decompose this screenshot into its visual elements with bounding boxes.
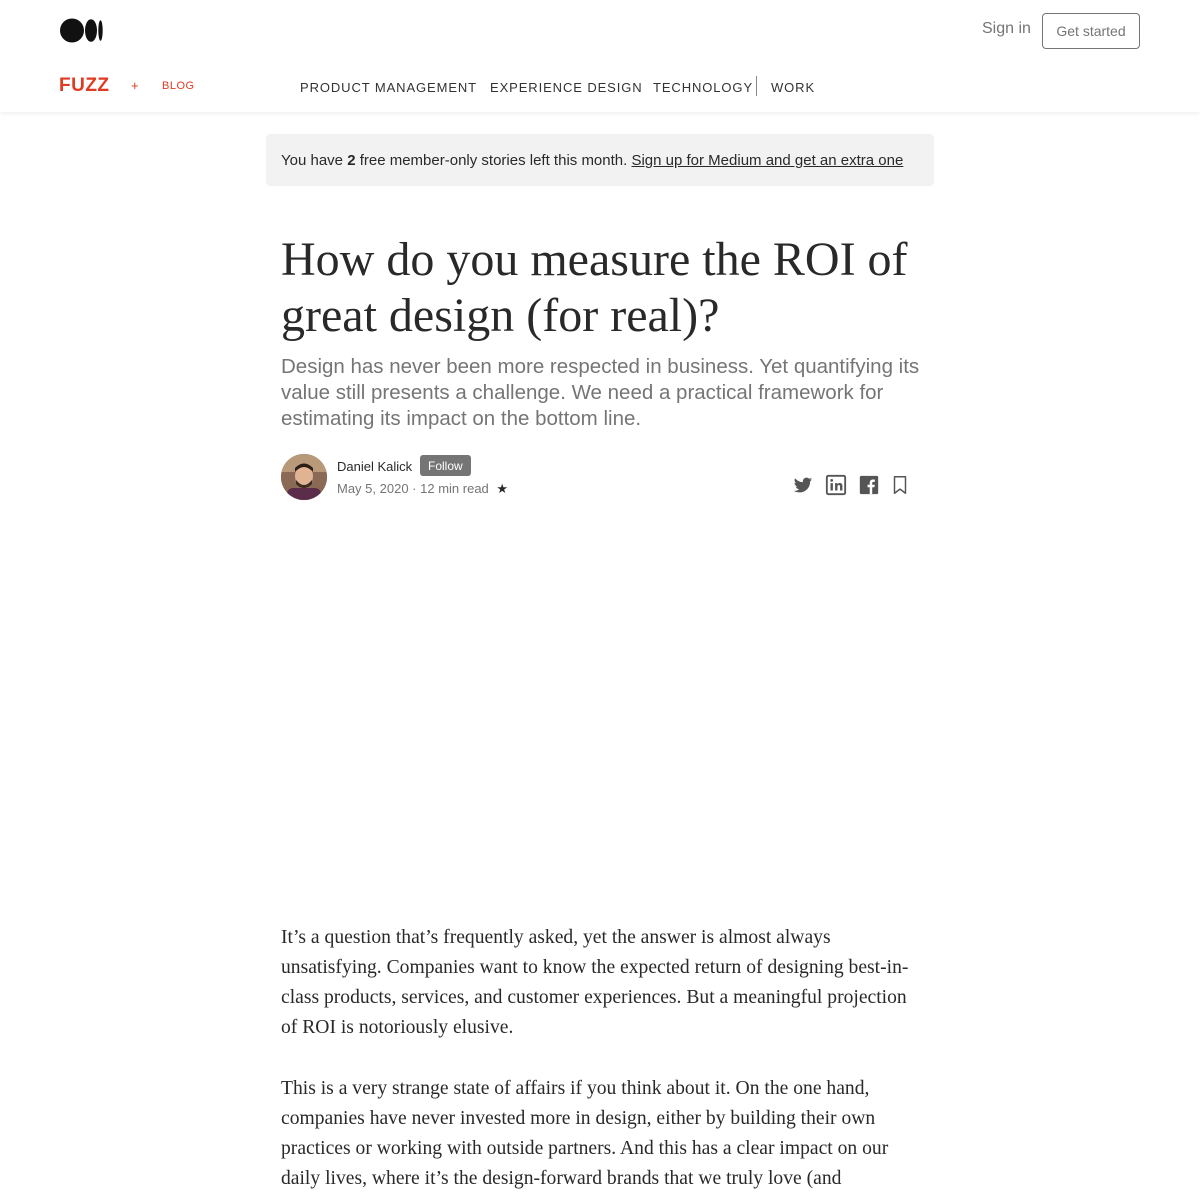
medium-logo-icon[interactable]	[60, 18, 104, 43]
banner-prefix: You have	[281, 152, 348, 169]
nav-divider	[756, 76, 757, 96]
publish-date: May 5, 2020	[337, 481, 409, 496]
blog-link[interactable]: BLOG	[162, 80, 195, 92]
article-paragraph-2: This is a very strange state of affairs if you think about it. On the one hand, companies have never invested more in design, either by building their own practices or working with outside partners. And this has a clear impact on our daily lives, where it’s the design-forward brands that we truly love (and	[281, 1078, 889, 1189]
get-started-button[interactable]: Get started	[1042, 13, 1140, 49]
article-paragraph-1: It’s a question that’s frequently asked, yet the answer is almost always unsatisfying. Companies want to know the expected return of designing best-in-class products, services, and customer experiences. But a meaningful projection of ROI is notoriously elusive.	[281, 927, 909, 1038]
avatar-image	[281, 454, 327, 500]
follow-button[interactable]: Follow	[420, 455, 471, 476]
author-avatar[interactable]	[281, 454, 327, 500]
banner-suffix: free member-only stories left this month.	[355, 152, 632, 169]
linkedin-icon[interactable]	[825, 474, 847, 496]
publication-nav	[0, 62, 1200, 112]
bookmark-icon[interactable]	[889, 474, 911, 496]
facebook-icon[interactable]	[858, 474, 880, 496]
sign-up-link[interactable]: Sign up for Medium and get an extra one	[631, 152, 904, 169]
twitter-icon[interactable]	[792, 474, 814, 496]
member-stories-banner	[266, 134, 934, 186]
publication-logo[interactable]: FUZZ	[59, 75, 110, 96]
sign-in-link[interactable]: Sign in	[982, 20, 1031, 37]
nav-link-technology[interactable]: TECHNOLOGY	[653, 80, 754, 95]
member-only-star-icon: ★	[496, 481, 509, 496]
banner-count: 2	[347, 152, 356, 169]
article-title: How do you measure the ROI of great design (for real)?	[281, 233, 908, 342]
meta-separator: ·	[412, 481, 417, 496]
read-time: 12 min read	[420, 481, 489, 496]
nav-link-product-management[interactable]: PRODUCT MANAGEMENT	[300, 80, 478, 95]
plus-separator: +	[131, 78, 139, 93]
nav-link-experience-design[interactable]: EXPERIENCE DESIGN	[490, 80, 643, 95]
article-meta	[337, 481, 508, 497]
top-bar	[0, 0, 1200, 62]
nav-link-work[interactable]: WORK	[771, 80, 816, 95]
article-subtitle: Design has never been more respected in business. Yet quantifying its value still presents a challenge. We need a practical framework for estimating its impact on the bottom line.	[281, 355, 920, 430]
author-name[interactable]: Daniel Kalick	[337, 459, 413, 474]
